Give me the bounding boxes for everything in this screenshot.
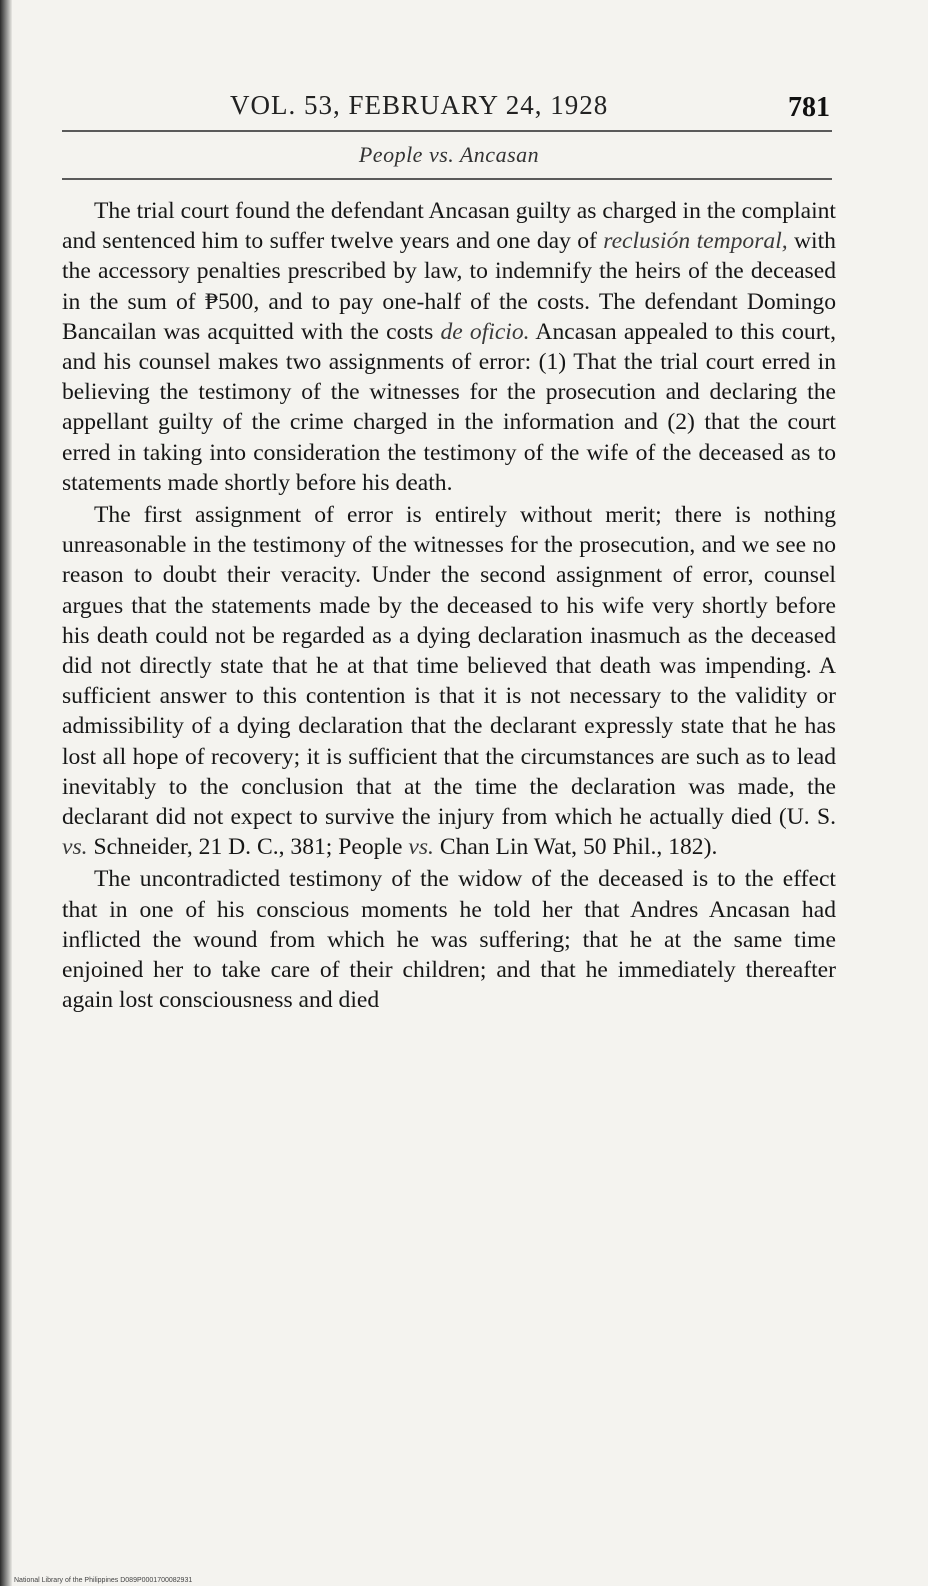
paragraph-1 <box>62 196 836 498</box>
paragraph-2 <box>62 500 836 862</box>
case-title: People vs. Ancasan <box>358 142 540 167</box>
paragraph-2-part-b: Schneider, 21 D. C., 381; People <box>87 834 409 861</box>
page-binding-edge <box>0 0 12 1586</box>
running-head-title: VOL. 53, FEBRUARY 24, 1928 <box>230 90 609 120</box>
bottom-rule <box>62 178 832 180</box>
paragraph-1-italic-term: reclusión temporal, <box>603 228 788 255</box>
opinion-text <box>62 196 836 1015</box>
paragraph-1-italic-term-2: de oficio. <box>440 318 530 345</box>
paragraph-1-part-b: with the accessory penalties prescribed by law, to indemnify the heirs of the deceased in the sum of ₱500, and to pay one-half of the costs. The defendant Domingo Bancailan was acquitted with the costs <box>62 228 836 345</box>
running-head <box>62 78 836 130</box>
document-page <box>62 78 836 1015</box>
paragraph-2-part-c: Chan Lin Wat, 50 Phil., 182). <box>433 834 718 861</box>
paragraph-2-part-a: The first assignment of error is entirely without merit; there is nothing unreasonable in the testimony of the witnesses for the prosecution, and we see no reason to doubt their veracity. Under the second assignment of error, counsel argues that the statements made by the deceased to his wife very shortly before his death could not be regarded as a dying declaration inasmuch as the deceased did not directly state that he at that time believed that death was impending. A sufficient answer to this contention is that it is not necessary to the validity or admissibility of a dying declaration that the declarant expressly state that he has lost all hope of recovery; it is sufficient that the circumstances are such as to lead inevitably to the conclusion that at the time the declaration was made, the declarant did not expect to survive the injury from which he actually died (U. S. <box>62 502 836 831</box>
library-stamp: National Library of the Philippines D089P0001700082931 <box>14 1577 193 1584</box>
paragraph-1-part-a: The trial court found the defendant Ancasan guilty as charged in the complaint and sentenced him to suffer twelve years and one day of <box>62 198 836 255</box>
paragraph-2-italic-vs: vs. <box>62 834 88 861</box>
page-number: 781 <box>788 92 830 123</box>
paragraph-2-italic-vs-2: vs. <box>408 834 434 861</box>
paragraph-1-part-c: Ancasan appealed to this court, and his counsel makes two assignments of error: (1) That the trial court erred in believing the testimony of the witnesses for the prosecution and declaring the appellant guilty of the crime charged in the information and (2) that the court erred in taking into consideration the testimony of the wife of the deceased as to statements made shortly before his death. <box>62 318 837 496</box>
paragraph-3: The uncontradicted testimony of the widow of the deceased is to the effect that in one of his conscious moments he told her that Andres Ancasan had inflicted the wound from which he was suffering; that he at the same time enjoined her to take care of their children; and that he immediately thereafter again lost consciousness and died <box>62 866 836 1014</box>
